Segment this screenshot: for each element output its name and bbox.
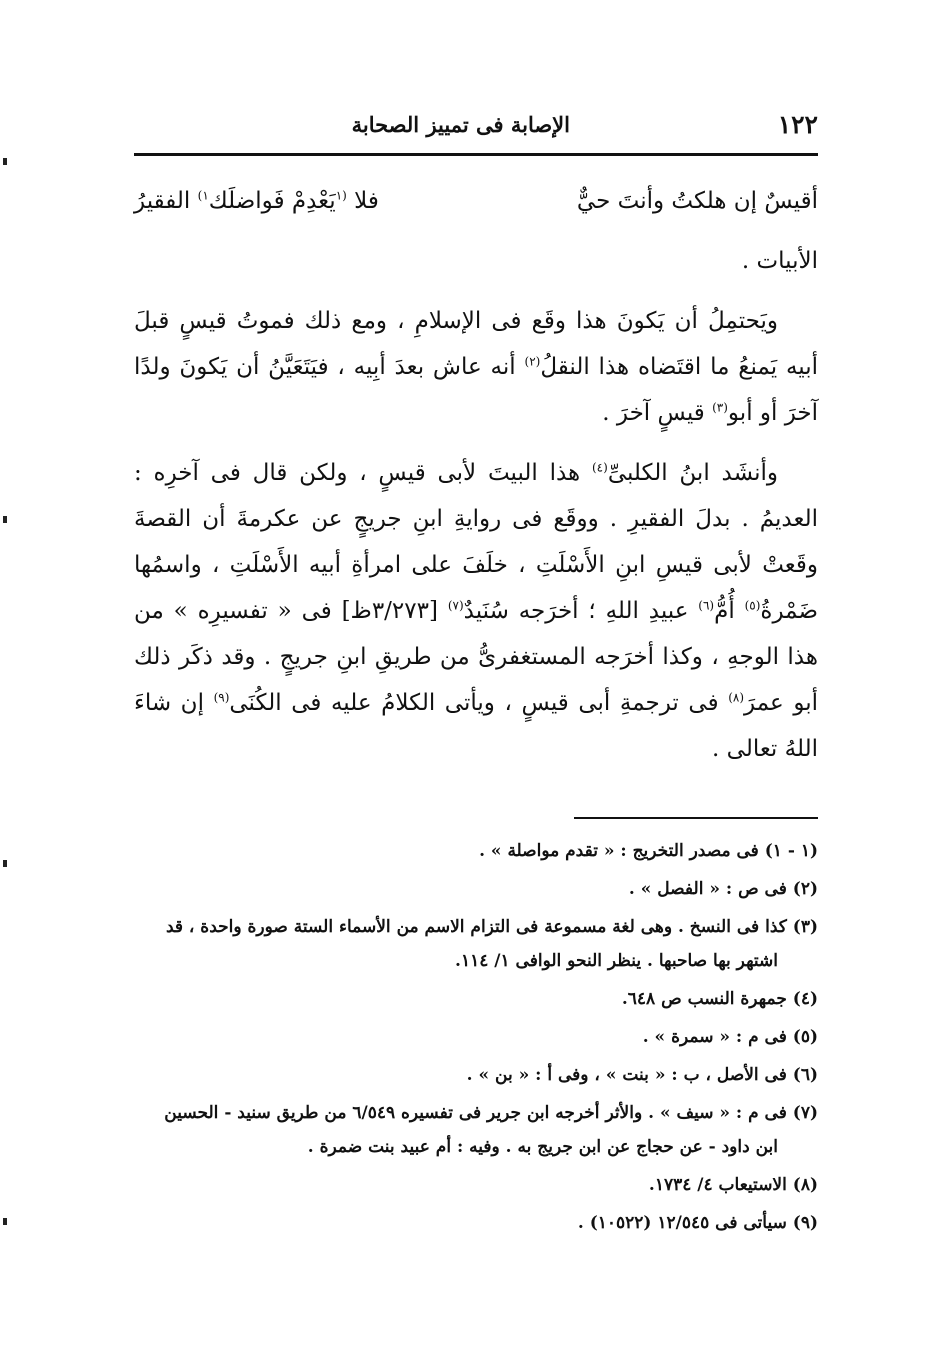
footnote: (٦) فى الأصل ، ب : « بنت » ، وفى أ : « بن » . [466, 1065, 818, 1085]
footnote-ref: (٩) [213, 690, 230, 705]
footnote-ref: (٨) [728, 690, 745, 705]
scan-speck [3, 1218, 7, 1225]
header-rule [134, 153, 818, 156]
footnote-ref: (٤) [591, 460, 608, 475]
footnote: (١ - ١) فى مصدر التخريج : « تقدم مواصلة » . [479, 841, 818, 861]
paragraph-1: ويَحتمِلُ أن يَكونَ هذا وقَع فى الإسلامِ ، ومع ذلك فموتُ قيسٍ قبلَ أبيه يَمنعُ ما اقتَضاه هذا النقلُ$^{(٢)}$ أنه عاش بعدَ أبِيه ، فيَتَعَيَّنُ أن يَكونَ ولدًا آخرَ أو أبو$^{(٣)}$ قيسٍ آخرَ . [134, 308, 819, 426]
footnote-ref: (٧) [447, 598, 464, 613]
paragraph-2: وأنشَد ابنُ الكلبىِّ$^{(٤)}$ هذا البيتَ لأبى قيسٍ ، ولكن قال فى آخرِه : العديمُ . بدلَ الفقيرِ . ووقَع فى روايةِ ابنِ جريجٍ عن عكرمةَ أن القصةَ وقَعتْ لأبى قيسِ ابنِ الأَسْلَتِ ، خلَفَ على امرأةِ أبيه الأَسْلَتِ ، واسمُها ضَمْرةُ$^{(٥)}$ أُمُّ$^{(٦)}$ عبيدِ اللهِ ؛ أخرَجه سُنَيدٌ$^{(٧)}$ [٣/٢٧٣ظ] فى « تفسيرِه » من هذا الوجهِ ، وكذا أخرَجه المستغفرىُّ من طريقِ ابنِ جريجٍ . وقد ذكَر ذلك أبو عمرَ$^{(٨)}$ فى ترجمةِ أبى قيسٍ ، ويأتى الكلامُ عليه فى الكُنَى$^{(٩)}$ إن شاءَ اللهُ تعالى . [134, 460, 818, 762]
verse-line [134, 178, 818, 224]
scan-speck [3, 516, 7, 523]
footnote-ref: (٦) [698, 598, 715, 613]
scan-speck [3, 158, 7, 165]
footnote: (٨) الاستيعاب ٤/ ١٧٣٤. [648, 1175, 818, 1195]
footnote-ref: (٢) [524, 354, 541, 369]
footnote: (٢) فى ص : « الفصل » . [628, 879, 818, 899]
verse-hemistich-1: أقيسٌ إن هلكتُ وأنتَ حيٌّ [576, 188, 818, 214]
scan-speck [3, 860, 7, 867]
verse-hemistich-2: فلا $^{(١}$يَعْدِمْ فَواضلَك$^{١)}$ الفقيرُ [134, 188, 379, 214]
running-title: الإصابة فى تمييز الصحابة [351, 112, 570, 137]
main-text [134, 178, 818, 786]
footnote-ref: (٥) [744, 598, 761, 613]
footnote: (٩) سيأتى فى ١٢/٥٤٥ (١٠٥٢٢) . [577, 1213, 818, 1233]
footnote-ref: (٣) [712, 400, 728, 415]
footnote-rule [574, 817, 818, 819]
page-header [134, 110, 818, 150]
verse-ending: الأبيات . [741, 248, 818, 274]
footnote: (٧) فى م : « سيف » . والأثر أخرجه ابن جرير فى تفسيره ٦/٥٤٩ من طريق سنيد - الحسين ابن داود - عن حجاج عن ابن جريج به . وفيه : أم عبيد بنت ضمرة . [164, 1103, 818, 1157]
footnotes [134, 834, 818, 1244]
page-number: ١٢٢ [777, 110, 818, 139]
footnote: (٣) كذا فى النسخ . وهى لغة مسموعة فى التزام الاسم من الأسماء الستة صورة واحدة ، قد اشتهر بها صاحبها . ينظر النحو الوافى ١/ ١١٤. [165, 917, 818, 971]
footnote: (٤) جمهرة النسب ص ٦٤٨. [621, 989, 818, 1009]
footnote: (٥) فى م : « سمرة » . [642, 1027, 818, 1047]
footnote-ref: ١) [197, 188, 209, 203]
footnote-ref: (١ [335, 188, 347, 203]
